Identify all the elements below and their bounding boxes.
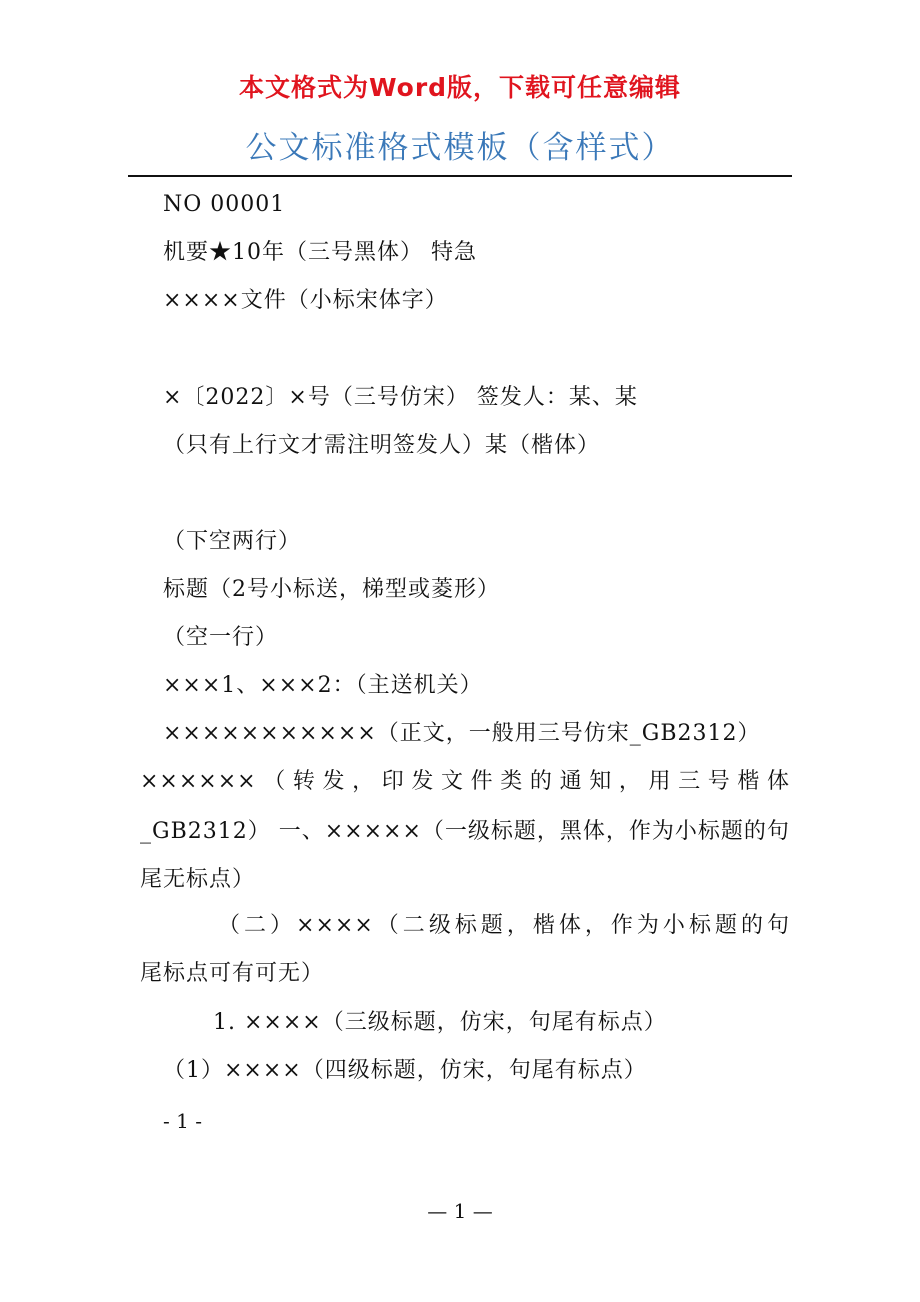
main-recipients: ×××1、×××2：（主送机关） — [163, 673, 483, 698]
issuing-authority: ××××文件（小标宋体字） — [163, 288, 448, 313]
spacing-note-two-lines: （下空两行） — [163, 529, 302, 554]
document-title: 公文标准格式模板（含样式） — [245, 130, 675, 166]
serial-number: NO 00001 — [163, 192, 286, 217]
heading-title: 标题（2号小标送，梯型或菱形） — [163, 577, 500, 602]
document-number: ×〔2022〕×号（三号仿宋） 签发人：某、某 — [163, 385, 638, 410]
level-two-heading: （二）××××（二级标题，楷体，作为小标题的句 — [218, 913, 790, 938]
page-number: — 1 — — [427, 1199, 493, 1223]
spacing-note-one-line: （空一行） — [163, 625, 279, 650]
level-one-heading: _GB2312） 一、×××××（一级标题，黑体，作为小标题的句尾无标点） — [140, 819, 790, 892]
signer-note: （只有上行文才需注明签发人）某（楷体） — [163, 433, 601, 458]
level-two-heading-cont: 尾标点可有可无） — [140, 961, 325, 986]
level-three-heading: 1. ××××（三级标题，仿宋，句尾有标点） — [213, 1010, 667, 1035]
secrecy-urgency: 机要★10年（三号黑体） 特急 — [163, 240, 477, 265]
title-divider — [128, 175, 792, 177]
main-text-line: ×××××××××××（正文，一般用三号仿宋_GB2312） — [163, 721, 761, 746]
page-mark: - 1 - — [163, 1109, 202, 1133]
download-notice: 本文格式为Word版，下载可任意编辑 — [238, 73, 682, 102]
forward-notice-line: ××××××（转发，印发文件类的通知，用三号楷体 — [140, 769, 790, 794]
level-four-heading: （1）××××（四级标题，仿宋，句尾有标点） — [163, 1058, 647, 1083]
